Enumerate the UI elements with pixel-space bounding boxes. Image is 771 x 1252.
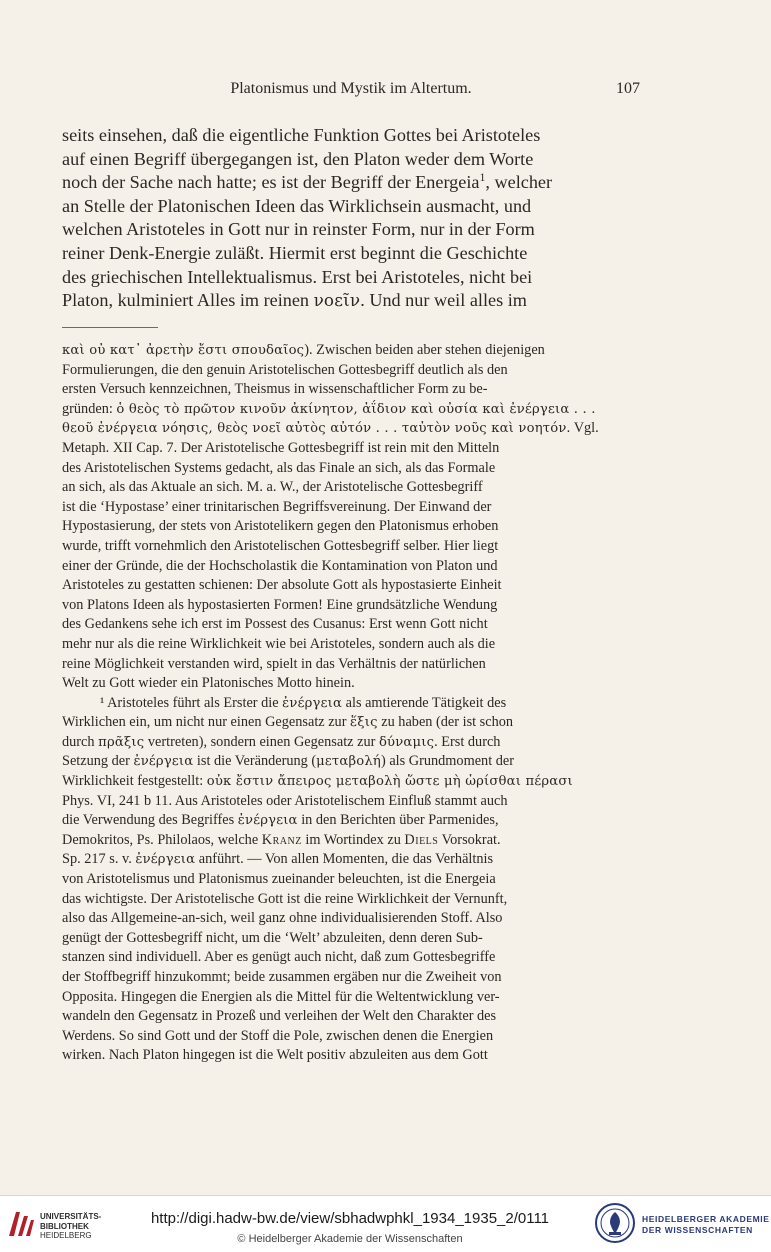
footnote-line: stanzen sind individuell. Aber es genügt auch nicht, daß zum Gottesbegriffe: [62, 949, 496, 966]
footnote-line: ist die ‘Hypostase’ einer trinitarischen Begriffsvereinung. Der Einwand der: [62, 498, 492, 515]
body-line: seits einsehen, daß die eigentliche Funktion Gottes bei Aristoteles: [62, 125, 541, 145]
running-head: [62, 80, 640, 102]
academy-seal-icon: [594, 1202, 636, 1244]
footnote-line: Wirklichkeit festgestellt: οὐκ ἔστιν ἄπειρος μεταβολὴ ὥστε μὴ ὡρίσθαι πέρασι: [62, 773, 573, 790]
footnote-ref[interactable]: 1: [479, 171, 486, 185]
footnote-line: an sich, als das Aktuale an sich. M. a. W., der Aristotelische Gottesbegriff: [62, 479, 483, 496]
greek-term: νοεῖν: [313, 290, 361, 311]
footnote-line: durch πρᾶξις vertreten), sondern einen Gegensatz zur δύναμις. Erst durch: [62, 733, 501, 750]
greek-term: ὁ θεὸς τὸ πρῶτον κινοῦν ἀκίνητον, ἀΐδιον καὶ οὐσία καὶ ἐνέργεια . . .: [116, 401, 596, 417]
body-line: reiner Denk-Energie zuläßt. Hiermit erst beginnt die Geschichte: [62, 242, 528, 263]
footnote-line: die Verwendung des Begriffes ἐνέργεια in den Berichten über Parmenides,: [62, 812, 499, 829]
footnote-line: Metaph. XII Cap. 7. Der Aristotelische Gottesbegriff ist rein mit den Mitteln: [62, 439, 500, 456]
footnote-line: des Gedankens sehe ich erst im Possest des Cusanus: Erst wenn Gott nicht: [62, 616, 488, 633]
footnote-line: ersten Versuch kennzeichnen, Theismus in wissenschaftlicher Form zu be-: [62, 381, 488, 398]
greek-term: ἐνέργεια: [282, 695, 343, 711]
greek-term: ἐνέργεια: [135, 852, 196, 868]
footnote-line: Demokritos, Ps. Philolaos, welche Kranz im Wortindex zu Diels Vorsokrat.: [62, 831, 501, 848]
greek-term: καὶ οὐ κατ᾽ ἀρετὴν ἔστι σπουδαῖος: [62, 343, 305, 358]
footnote-line: Sp. 217 s. v. ἐνέργεια anführt. — Von allen Momenten, die das Verhältnis: [62, 851, 494, 868]
footnote-line: Aristoteles zu gestatten schienen: Der absolute Gott als hypostasierte Einheit: [62, 577, 502, 594]
main-text: [62, 124, 640, 313]
footnote-line: Hypostasierung, der stets von Aristotelikern gegen den Platonismus erhoben: [62, 518, 499, 535]
footnote-line: Werdens. So sind Gott und der Stoff die Pole, zwischen denen die Energien: [62, 1027, 494, 1044]
footnote-line: Wirklichen ein, um nicht nur einen Gegensatz zur ἕξις zu haben (der ist schon: [62, 714, 514, 731]
greek-term: ἐνέργεια: [237, 813, 298, 829]
footnote-line: reine Möglichkeit verstanden wird, spielt in das Verhältnis der natürlichen: [62, 655, 486, 672]
body-line: welchen Aristoteles in Gott nur in reinster Form, nur in der Form: [62, 219, 535, 240]
greek-term: πρᾶξις: [98, 734, 145, 750]
footnote-divider: [62, 327, 158, 328]
footnote-line: Setzung der ἐνέργεια ist die Veränderung (μεταβολή) als Grundmoment der: [62, 753, 514, 770]
footer-bar: [0, 1195, 771, 1252]
footnote-line: Welt zu Gott wieder ein Platonisches Motto hinein.: [62, 675, 355, 692]
footnote-line: einer der Gründe, die der Hochscholastik die Kontamination von Platon und: [62, 557, 498, 574]
greek-term: ἕξις: [350, 715, 378, 731]
body-line: an Stelle der Platonischen Ideen das Wirklichsein ausmacht, und: [62, 195, 532, 216]
footnote-line: der Stoffbegriff hinzukommt; beide zusammen ergäben nur die Zweiheit von: [62, 969, 502, 985]
body-line: Platon, kulminiert Alles im reinen νοεῖν. Und nur weil alles im: [62, 290, 527, 311]
body-line: auf einen Begriff übergegangen ist, den Platon weder dem Worte: [62, 148, 534, 169]
footnote-line: wirken. Nach Platon hingegen ist die Welt positiv abzuleiten aus dem Gott: [62, 1047, 488, 1064]
footnote-line: gründen: ὁ θεὸς τὸ πρῶτον κινοῦν ἀκίνητον, ἀΐδιον καὶ οὐσία καὶ ἐνέργεια . . .: [62, 400, 596, 417]
source-url-link[interactable]: http://digi.hadw-bw.de/view/sbhadwphkl_1934_1935_2/0111: [150, 1210, 550, 1227]
footnote-line: Opposita. Hingegen die Energien als die Mittel für die Weltentwicklung ver-: [62, 988, 500, 1005]
author-name: Diels: [404, 831, 439, 848]
footnote-line: Formulierungen, die den genuin Aristotelischen Gottesbegriff deutlich als den: [62, 361, 508, 378]
footnotes: [62, 341, 640, 1066]
greek-term: θεοῦ ἐνέργεια νόησις, θεὸς νοεῖ αὐτὸς αὐτόν . . . ταὐτὸν νοῦς καὶ νοητόν: [62, 421, 567, 437]
footnote-line: θεοῦ ἐνέργεια νόησις, θεὸς νοεῖ αὐτὸς αὐτόν . . . ταὐτὸν νοῦς καὶ νοητόν. Vgl.: [62, 420, 599, 437]
footnote-line: ¹ Aristoteles führt als Erster die ἐνέργεια als amtierende Tätigkeit des: [100, 694, 507, 711]
copyright-notice: © Heidelberger Akademie der Wissenschaften: [237, 1233, 463, 1245]
footnote-line: das wichtigste. Der Aristotelische Gott ist die reine Wirklichkeit der Vernunft,: [62, 890, 508, 907]
footnote-line: des Aristotelischen Systems gedacht, als das Finale an sich, als das Formale: [62, 459, 496, 476]
greek-term: οὐκ ἔστιν ἄπειρος μεταβολὴ ὥστε μὴ ὡρίσθαι πέρασι: [206, 774, 573, 790]
page-number: 107: [616, 80, 640, 97]
footnote-line: wurde, trifft vornehmlich den Aristotelischen Gottesbegriff selber. Hier liegt: [62, 537, 499, 554]
greek-term: μεταβολή: [316, 754, 381, 770]
author-name: Kranz: [261, 831, 302, 848]
footnote-line: wandeln den Gegensatz in Prozeß und verleihen der Welt den Charakter des: [62, 1008, 497, 1025]
running-head-title: Platonismus und Mystik im Altertum.: [230, 80, 472, 97]
footnote-line: Phys. VI, 241 b 11. Aus Aristoteles oder Aristotelischem Einfluß stammt auch: [62, 792, 508, 809]
footnote-line: also das Allgemeine-an-sich, weil ganz ohne individualisierenden Stoff. Also: [62, 910, 503, 927]
ub-logo-icon: [6, 1208, 36, 1240]
footnote-line: genügt der Gottesbegriff nicht, um die ‘Welt’ abzuleiten, denn deren Sub-: [62, 929, 483, 946]
footnote-line: mehr nur als die reine Wirklichkeit wie bei Aristoteles, sondern auch als die: [62, 635, 496, 652]
greek-term: δύναμις: [378, 734, 435, 750]
body-line: noch der Sache nach hatte; es ist der Begriff der Energeia$^1$, welcher: [62, 171, 553, 193]
footnote-line: καὶ οὐ κατ᾽ ἀρετὴν ἔστι σπουδαῖος). Zwischen beiden aber stehen diejenigen: [62, 342, 545, 358]
footnote-line: von Aristotelismus und Platonismus zueinander beleuchten, ist die Energeia: [62, 871, 496, 888]
university-library-logo[interactable]: UNIVERSITÄTS- BIBLIOTHEK HEIDELBERG: [6, 1206, 110, 1242]
body-line: des griechischen Intellektualismus. Erst bei Aristoteles, nicht bei: [62, 266, 533, 287]
footnote-line: von Platons Ideen als hypostasierten Formen! Eine grundsätzliche Wendung: [62, 596, 498, 613]
academy-logo[interactable]: HEIDELBERGER AKADEMIE DER WISSENSCHAFTEN: [594, 1202, 769, 1246]
greek-term: ἐνέργεια: [133, 754, 194, 770]
